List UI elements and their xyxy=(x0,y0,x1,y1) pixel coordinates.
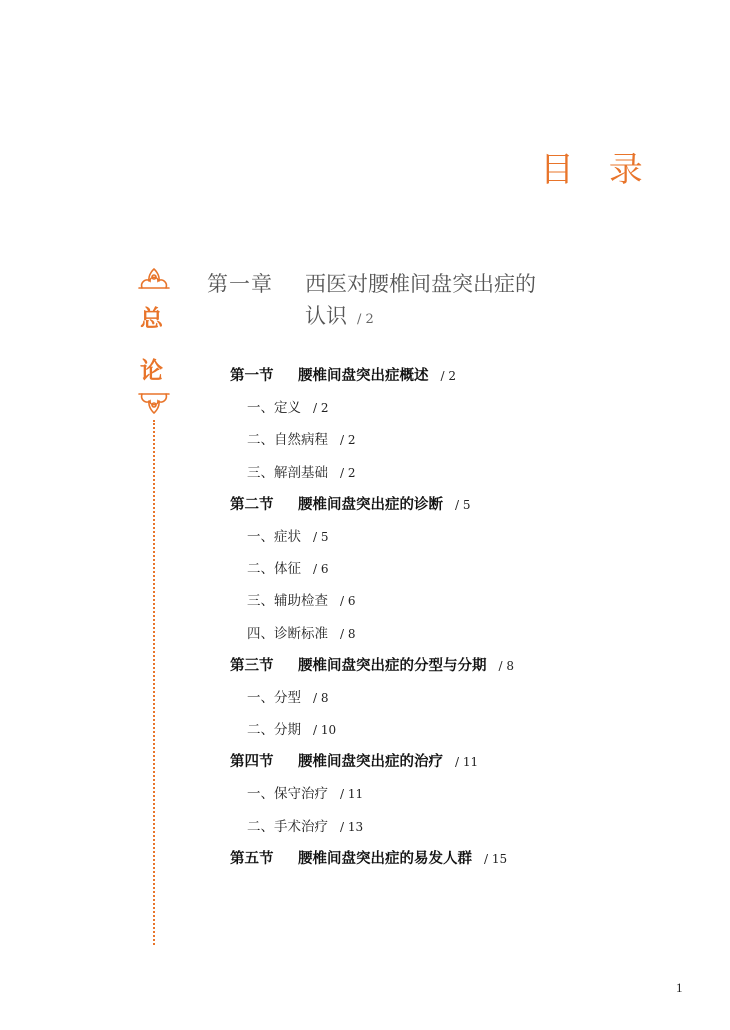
toc-entry-title: 腰椎间盘突出症的诊断 xyxy=(298,495,443,513)
chapter-title-line2: 认识 xyxy=(305,304,347,328)
toc-entry-title: 分型 xyxy=(274,689,301,706)
toc-entry-label: 二、 xyxy=(247,722,274,739)
toc-section-entry[interactable] xyxy=(230,650,660,682)
toc-entry-page: / 8 xyxy=(313,690,329,705)
toc-entry-label: 二、 xyxy=(247,561,274,578)
toc-subentry[interactable] xyxy=(230,585,660,617)
toc-entry-page: / 11 xyxy=(340,787,364,802)
toc-entry-title: 分期 xyxy=(274,722,301,739)
toc-subentry[interactable] xyxy=(230,778,660,810)
toc-subentry[interactable] xyxy=(230,714,660,746)
toc-entry-label: 一、 xyxy=(247,400,274,417)
chapter-label: 第一章 xyxy=(207,272,273,296)
toc-entry-page: / 2 xyxy=(340,433,356,448)
toc-entry-page: / 8 xyxy=(340,626,356,641)
toc-entry-label: 第三节 xyxy=(230,656,274,674)
toc-entry-label: 三、 xyxy=(247,464,274,481)
toc-section-entry[interactable] xyxy=(230,489,660,521)
page-title: 目 录 xyxy=(540,150,655,190)
toc-section-entry[interactable] xyxy=(230,360,660,392)
toc-entry-title: 定义 xyxy=(274,400,301,417)
chapter-page: / 2 xyxy=(357,312,374,327)
toc-entry-title: 腰椎间盘突出症的易发人群 xyxy=(298,849,472,867)
toc-entry-page: / 5 xyxy=(455,497,471,512)
toc-entry-page: / 2 xyxy=(440,369,456,383)
toc-list xyxy=(230,360,660,875)
toc-entry-page: / 8 xyxy=(498,658,514,673)
toc-entry-label: 第四节 xyxy=(230,753,274,771)
toc-entry-title: 腰椎间盘突出症的分型与分期 xyxy=(298,656,487,674)
toc-entry-label: 一、 xyxy=(247,689,274,706)
toc-entry-title: 腰椎间盘突出症概述 xyxy=(298,367,429,384)
toc-subentry[interactable] xyxy=(230,682,660,714)
toc-entry-label: 一、 xyxy=(247,786,274,803)
toc-entry-title: 保守治疗 xyxy=(274,786,328,803)
toc-entry-page: / 2 xyxy=(340,465,356,480)
chapter-heading[interactable] xyxy=(207,268,536,336)
toc-section-entry[interactable] xyxy=(230,746,660,778)
toc-entry-title: 诊断标准 xyxy=(274,625,328,642)
toc-entry-label: 二、 xyxy=(247,818,274,835)
cloud-ornament-icon xyxy=(136,266,172,292)
toc-entry-title: 体征 xyxy=(274,561,301,578)
side-label-char: 总 xyxy=(140,306,163,332)
toc-subentry[interactable] xyxy=(230,457,660,489)
chapter-title-line1: 西医对腰椎间盘突出症的 xyxy=(305,272,536,296)
toc-subentry[interactable] xyxy=(230,553,660,585)
toc-entry-page: / 5 xyxy=(313,529,329,544)
toc-subentry[interactable] xyxy=(230,424,660,456)
toc-entry-title: 手术治疗 xyxy=(274,818,328,835)
toc-subentry[interactable] xyxy=(230,521,660,553)
toc-entry-label: 一、 xyxy=(247,528,274,545)
toc-entry-label: 第二节 xyxy=(230,495,274,513)
toc-entry-page: / 6 xyxy=(340,594,356,609)
cloud-ornament-icon xyxy=(136,390,172,416)
side-label-char: 论 xyxy=(140,358,163,384)
toc-entry-label: 三、 xyxy=(247,593,274,610)
toc-entry-page: / 6 xyxy=(313,562,329,577)
toc-entry-page: / 15 xyxy=(484,851,508,866)
toc-entry-label: 二、 xyxy=(247,432,274,449)
toc-entry-title: 自然病程 xyxy=(274,432,328,449)
toc-entry-page: / 10 xyxy=(313,723,337,738)
toc-entry-page: / 11 xyxy=(455,755,479,770)
toc-section-entry[interactable] xyxy=(230,843,660,875)
toc-subentry[interactable] xyxy=(230,618,660,650)
page-number: 1 xyxy=(676,980,683,995)
toc-entry-label: 第五节 xyxy=(230,849,274,867)
toc-entry-page: / 2 xyxy=(313,401,329,416)
toc-subentry[interactable] xyxy=(230,811,660,843)
toc-entry-title: 症状 xyxy=(274,528,301,545)
toc-entry-label: 四、 xyxy=(247,625,274,642)
toc-subentry[interactable] xyxy=(230,392,660,424)
toc-entry-title: 腰椎间盘突出症的治疗 xyxy=(298,753,443,771)
toc-entry-title: 辅助检查 xyxy=(274,593,328,610)
toc-entry-page: / 13 xyxy=(340,819,364,834)
dotted-divider xyxy=(153,420,155,945)
toc-entry-label: 第一节 xyxy=(230,367,274,384)
toc-entry-title: 解剖基础 xyxy=(274,464,328,481)
